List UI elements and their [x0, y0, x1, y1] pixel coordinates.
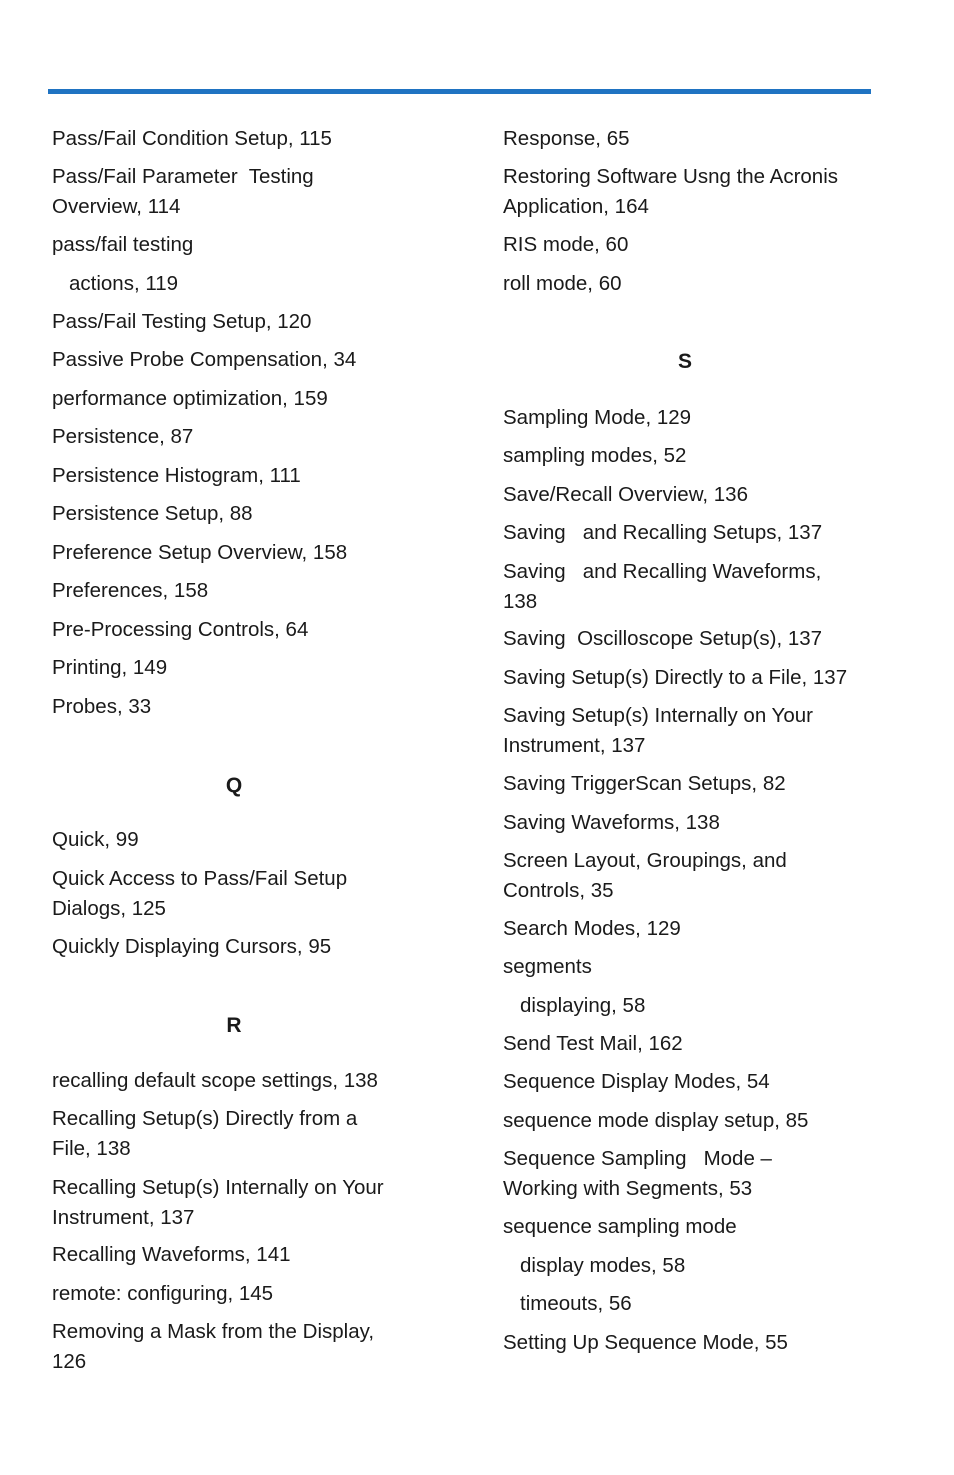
index-entry: Saving Oscilloscope Setup(s), 137: [503, 627, 823, 650]
index-entry: Save/Recall Overview, 136: [503, 483, 748, 506]
index-entry: segments: [503, 955, 592, 978]
index-subentry: displaying, 58: [520, 994, 646, 1017]
index-entry: Pass/Fail Condition Setup, 115: [52, 127, 332, 150]
index-entry: Probes, 33: [52, 695, 152, 718]
index-entry: RIS mode, 60: [503, 233, 629, 256]
index-entry: Restoring Software Usng the Acronis Application, 164: [503, 165, 838, 218]
index-entry: Setting Up Sequence Mode, 55: [503, 1331, 788, 1354]
index-entry: Saving and Recalling Waveforms, 138: [503, 560, 822, 613]
index-entry: remote: configuring, 145: [52, 1282, 274, 1305]
index-entry: Passive Probe Compensation, 34: [52, 348, 357, 371]
index-entry: Screen Layout, Groupings, and Controls, 35: [503, 849, 787, 902]
index-entry: roll mode, 60: [503, 272, 622, 295]
index-entry: Search Modes, 129: [503, 917, 681, 940]
index-entry: Saving Setup(s) Directly to a File, 137: [503, 666, 848, 689]
index-entry: sampling modes, 52: [503, 444, 687, 467]
index-entry: Saving and Recalling Setups, 137: [503, 521, 823, 544]
index-entry: Recalling Setup(s) Internally on Your Instrument, 137: [52, 1176, 384, 1229]
index-entry: Saving TriggerScan Setups, 82: [503, 772, 786, 795]
index-entry: Sampling Mode, 129: [503, 406, 692, 429]
index-entry: Recalling Waveforms, 141: [52, 1243, 291, 1266]
index-entry: Response, 65: [503, 127, 630, 150]
index-entry: Send Test Mail, 162: [503, 1032, 683, 1055]
index-entry: Removing a Mask from the Display, 126: [52, 1320, 375, 1373]
index-entry: sequence sampling mode: [503, 1215, 737, 1238]
index-entry: Sequence Display Modes, 54: [503, 1070, 770, 1093]
index-entry: recalling default scope settings, 138: [52, 1069, 378, 1092]
header-rule: [48, 89, 871, 94]
index-entry: Saving Waveforms, 138: [503, 811, 720, 834]
index-entry: performance optimization, 159: [52, 387, 328, 410]
index-entry: Pass/Fail Parameter Testing Overview, 114: [52, 165, 314, 218]
index-entry: Pre-Processing Controls, 64: [52, 618, 309, 641]
index-entry: Quick, 99: [52, 828, 139, 851]
index-entry: Quickly Displaying Cursors, 95: [52, 935, 332, 958]
index-subentry: actions, 119: [69, 272, 179, 295]
index-entry: Persistence Histogram, 111: [52, 464, 301, 487]
section-letter-q: Q: [225, 774, 243, 797]
index-subentry: timeouts, 56: [520, 1292, 632, 1315]
index-entry: Persistence, 87: [52, 425, 194, 448]
index-entry: pass/fail testing: [52, 233, 194, 256]
section-letter-s: S: [677, 350, 692, 373]
index-entry: Preferences, 158: [52, 579, 209, 602]
index-entry: Printing, 149: [52, 656, 168, 679]
index-entry: Pass/Fail Testing Setup, 120: [52, 310, 312, 333]
index-entry: Persistence Setup, 88: [52, 502, 253, 525]
index-subentry: display modes, 58: [520, 1254, 686, 1277]
index-entry: Saving Setup(s) Internally on Your Instrument, 137: [503, 704, 813, 757]
index-entry: Sequence Sampling Mode – Working with Segments, 53: [503, 1147, 772, 1200]
index-entry: Recalling Setup(s) Directly from a File, 138: [52, 1107, 358, 1160]
index-entry: Preference Setup Overview, 158: [52, 541, 348, 564]
index-entry: sequence mode display setup, 85: [503, 1109, 809, 1132]
index-entry: Quick Access to Pass/Fail Setup Dialogs, 125: [52, 867, 348, 920]
section-letter-r: R: [226, 1014, 242, 1037]
